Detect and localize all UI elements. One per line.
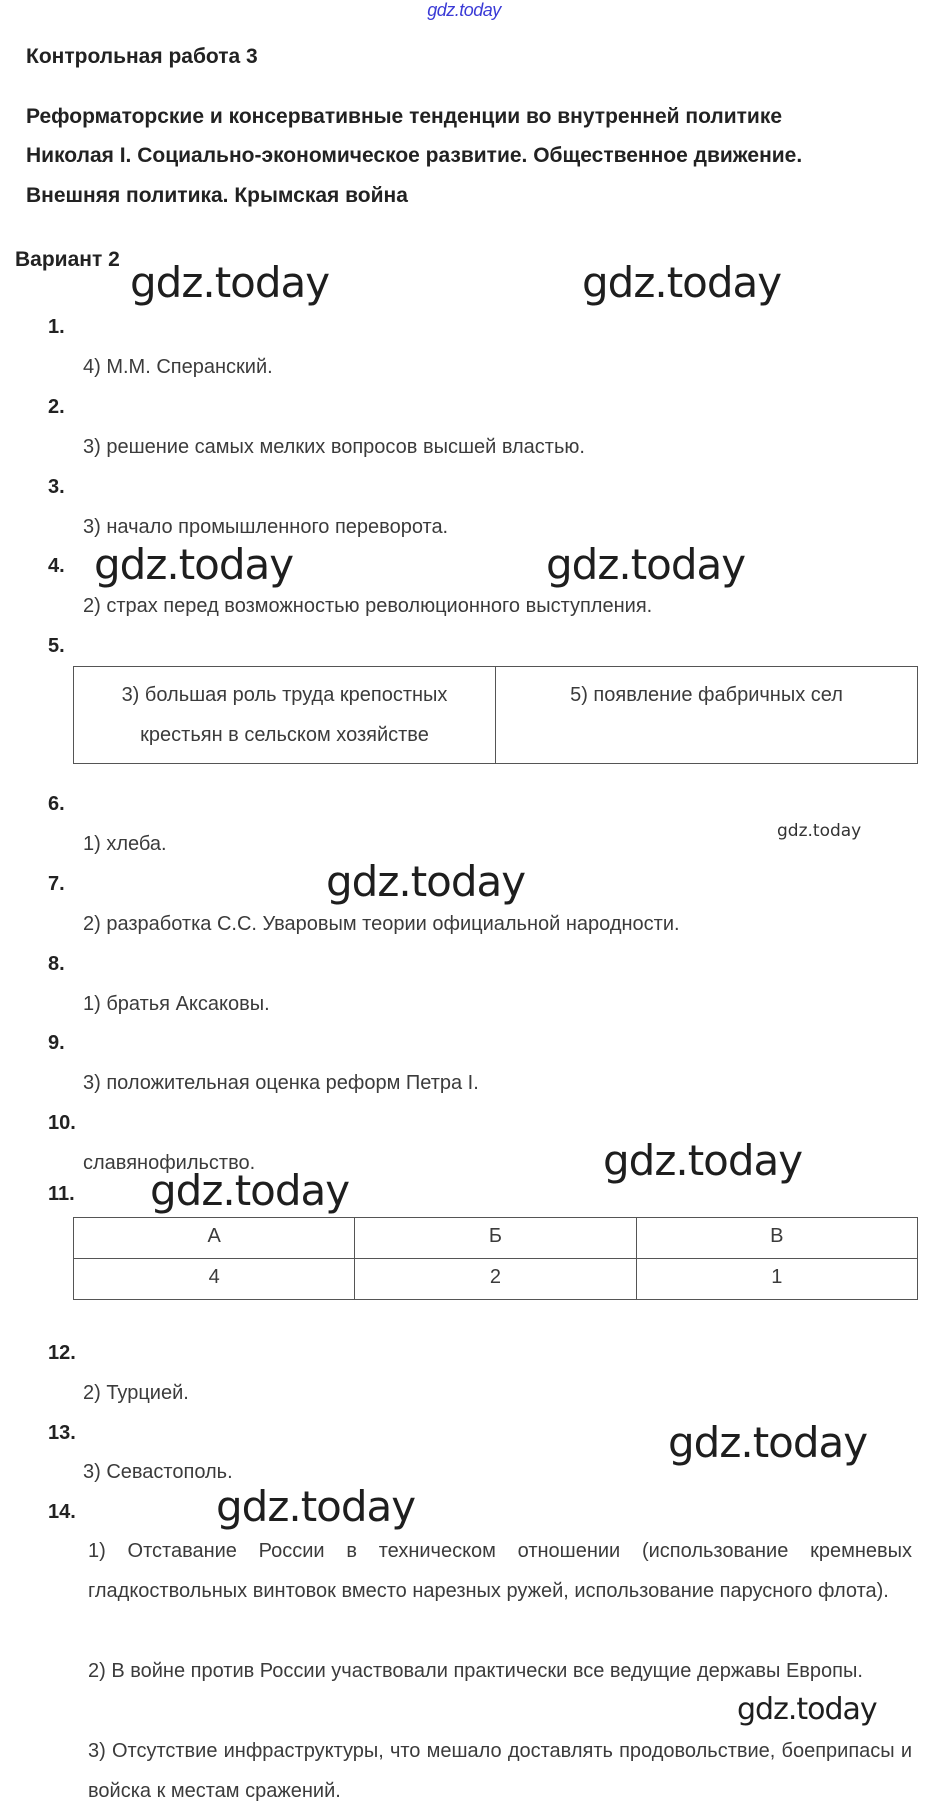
cell-line: крестьян в сельском хозяйстве bbox=[140, 724, 429, 746]
answer-text: славянофильство. bbox=[83, 1152, 256, 1174]
watermark: gdz.today bbox=[546, 540, 746, 589]
table-cell: 2 bbox=[355, 1259, 636, 1300]
watermark: gdz.today bbox=[326, 857, 526, 906]
cell-line: 3) большая роль труда крепостных bbox=[121, 684, 448, 706]
answer-text: 2) Турцией. bbox=[83, 1382, 189, 1404]
table-header-cell: Б bbox=[355, 1218, 636, 1259]
question-number: 3. bbox=[48, 476, 65, 498]
watermark: gdz.today bbox=[150, 1166, 350, 1215]
variant-label: Вариант 2 bbox=[15, 248, 120, 271]
question-number: 6. bbox=[48, 793, 65, 815]
answer-text: 3) решение самых мелких вопросов высшей властью. bbox=[83, 436, 585, 458]
watermark: gdz.today bbox=[216, 1482, 416, 1531]
answer-table-11 bbox=[73, 1217, 918, 1300]
answer-text: 3) начало промышленного переворота. bbox=[83, 516, 449, 538]
answer-table-5 bbox=[73, 666, 918, 764]
question-number: 2. bbox=[48, 396, 65, 418]
answer-paragraph: 1) Отставание России в техническом отношении (использование кремневых гладкоствольных винтовок вместо нарезных ружей, использование парусного флота). bbox=[88, 1540, 912, 1602]
watermark: gdz.today bbox=[603, 1136, 803, 1185]
question-number: 11. bbox=[48, 1183, 75, 1205]
watermark: gdz.today bbox=[582, 258, 782, 307]
table-header-cell: В bbox=[636, 1218, 917, 1259]
question-number: 13. bbox=[48, 1422, 76, 1444]
watermark-small: gdz.today bbox=[777, 821, 862, 841]
question-number: 12. bbox=[48, 1342, 76, 1364]
table-header-cell: А bbox=[74, 1218, 355, 1259]
answer-paragraph: 2) В войне против России участвовали практически все ведущие державы Европы. bbox=[88, 1660, 863, 1682]
answer-text: 3) Севастополь. bbox=[83, 1461, 233, 1483]
table-cell: 4 bbox=[74, 1259, 355, 1300]
watermark: gdz.today bbox=[130, 258, 330, 307]
topic-line-3: Внешняя политика. Крымская война bbox=[26, 184, 408, 207]
watermark: gdz.today bbox=[737, 1692, 877, 1727]
answer-text: 2) разработка С.С. Уваровым теории официальной народности. bbox=[83, 913, 680, 935]
answer-text: 2) страх перед возможностью революционного выступления. bbox=[83, 595, 653, 617]
question-number: 8. bbox=[48, 953, 65, 975]
top-watermark: gdz.today bbox=[427, 0, 501, 20]
table-cell: 5) появление фабричных сел bbox=[496, 667, 918, 764]
answer-text: 3) положительная оценка реформ Петра I. bbox=[83, 1072, 479, 1094]
answer-text: 4) М.М. Сперанский. bbox=[83, 356, 273, 378]
answer-text: 1) братья Аксаковы. bbox=[83, 993, 270, 1015]
watermark: gdz.today bbox=[94, 540, 294, 589]
question-number: 4. bbox=[48, 555, 65, 577]
question-number: 5. bbox=[48, 635, 65, 657]
work-title: Контрольная работа 3 bbox=[26, 45, 258, 68]
answer-text: 1) хлеба. bbox=[83, 833, 167, 855]
question-number: 10. bbox=[48, 1112, 76, 1134]
question-number: 7. bbox=[48, 873, 65, 895]
answer-paragraph: 3) Отсутствие инфраструктуры, что мешало доставлять продовольствие, боеприпасы и войска к местам сражений. bbox=[88, 1740, 912, 1802]
topic-line-1: Реформаторские и консервативные тенденции во внутренней политике bbox=[26, 105, 783, 128]
topic-line-2: Николая I. Социально-экономическое развитие. Общественное движение. bbox=[26, 144, 803, 167]
table-cell bbox=[74, 667, 496, 764]
question-number: 9. bbox=[48, 1032, 65, 1054]
table-cell: 1 bbox=[636, 1259, 917, 1300]
question-number: 14. bbox=[48, 1501, 76, 1523]
watermark: gdz.today bbox=[668, 1418, 868, 1467]
question-number: 1. bbox=[48, 316, 65, 338]
